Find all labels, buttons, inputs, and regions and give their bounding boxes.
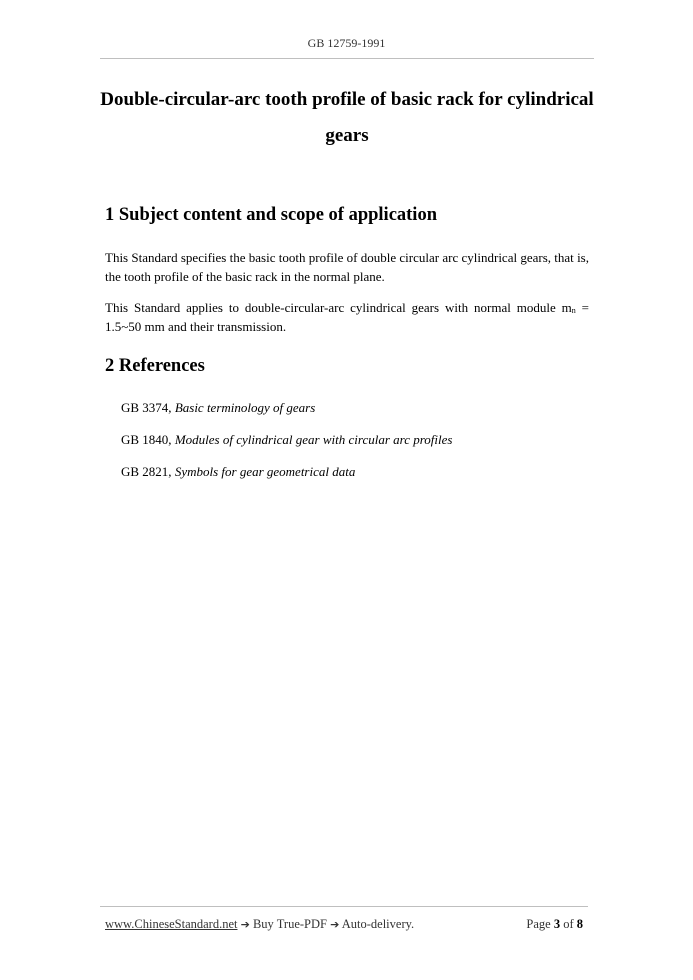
website-link[interactable]: www.ChineseStandard.net <box>105 917 238 931</box>
reference-code: GB 1840, <box>121 432 175 447</box>
footer-divider <box>100 906 588 907</box>
document-title <box>100 82 594 154</box>
document-title-line-1: Double-circular-arc tooth profile of basic rack for cylindrical <box>100 89 594 110</box>
module-subscript: n <box>571 306 576 315</box>
reference-item <box>121 432 452 448</box>
document-title-line-2: gears <box>325 125 369 146</box>
reference-code: GB 3374, <box>121 400 175 415</box>
footer-promo <box>105 917 414 932</box>
header-divider <box>100 58 594 59</box>
buy-true-pdf-text: Buy True-PDF <box>249 917 331 931</box>
page-indicator <box>526 917 583 932</box>
reference-code: GB 2821, <box>121 464 175 479</box>
reference-item <box>121 400 315 416</box>
running-header: GB 12759-1991 <box>307 36 386 50</box>
total-pages-number: 8 <box>576 917 583 931</box>
arrow-right-icon: ➔ <box>330 918 340 931</box>
reference-title: Modules of cylindrical gear with circular arc profiles <box>174 432 453 447</box>
section-2-heading: 2 References <box>105 356 205 376</box>
section-1-paragraph-2 <box>105 298 589 336</box>
page-of-label: of <box>560 917 577 931</box>
reference-title: Symbols for gear geometrical data <box>174 464 356 479</box>
section-1-heading: 1 Subject content and scope of application <box>105 205 437 225</box>
auto-delivery-text: Auto-delivery. <box>339 917 415 931</box>
section-1-paragraph-1: This Standard specifies the basic tooth profile of double circular arc cylindrical gears, that is, the tooth profile of the basic rack in the normal plane. <box>105 250 589 284</box>
paragraph-text: This Standard applies to double-circular-arc cylindrical gears with normal module m <box>105 300 572 315</box>
arrow-right-icon: ➔ <box>240 918 250 931</box>
reference-item <box>121 464 355 480</box>
current-page-number: 3 <box>553 917 561 931</box>
page-label: Page <box>526 917 554 931</box>
paragraph-text-continued: = 1.5~50 mm and their transmission. <box>105 300 589 334</box>
reference-title: Basic terminology of gears <box>174 400 316 415</box>
